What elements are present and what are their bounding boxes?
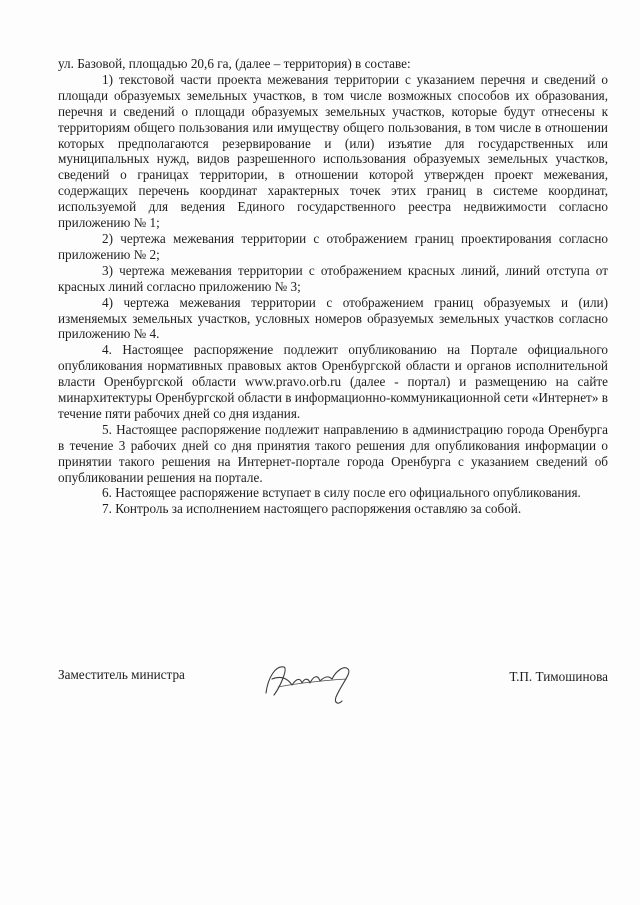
paragraph-clause-6: 6. Настоящее распоряжение вступает в силу после его официального опубликования. [102, 485, 581, 501]
paragraph-clause-7: 7. Контроль за исполнением настоящего распоряжения оставляю за собой. [102, 501, 522, 517]
paragraph-item-3: 3) чертежа межевания территории с отображением красных линий, линий отступа от красных линий согласно приложению № 3; [58, 262, 608, 294]
paragraph-clause-5: 5. Настоящее распоряжение подлежит направлению в администрацию города Оренбурга в течение 3 рабочих дней со дня принятия такого решения для опубликования информации о принятии такого решения на Интернет-портале города Оренбурга с указанием сведений об опубликовании решения на портале. [58, 421, 608, 485]
handwritten-signature [258, 657, 368, 707]
paragraph-intro: ул. Базовой, площадью 20,6 га, (далее – территория) в составе: [58, 56, 411, 71]
paragraph-item-2: 2) чертежа межевания территории с отображением границ проектирования согласно приложению № 2; [58, 230, 608, 262]
paragraph-item-4: 4) чертежа межевания территории с отображением границ образуемых и (или) изменяемых земельных участков, условных номеров образуемых земельных участков согласно приложению № 4. [58, 294, 608, 342]
document-body [58, 56, 608, 517]
signatory-title: Заместитель министра [58, 667, 185, 682]
signature-block [58, 663, 608, 723]
signatory-name: Т.П. Тимошинова [509, 669, 608, 684]
paragraph-item-1: 1) текстовой части проекта межевания территории с указанием перечня и сведений о площади образуемых земельных участков, в том числе возможных способов их образования, перечня и сведений о площади образуемых земельных участков, которые будут отнесены к территориям общего пользования или имуществу общего пользования, в том числе в отношении которых предполагаются резервирование и (или) изъятие для государственных или муниципальных нужд, видов разрешенного использования образуемых земельных участков, сведений о границах территории, в отношении которой утвержден проект межевания, содержащих перечень координат характерных точек этих границ в системе координат, используемой для ведения Единого государственного реестра недвижимости согласно приложению № 1; [58, 71, 608, 231]
paragraph-clause-4: 4. Настоящее распоряжение подлежит опубликованию на Портале официального опубликования нормативных правовых актов Оренбургской области и органов исполнительной власти Оренбургской области www.pravo.orb.ru (далее - портал) и размещению на сайте минархитектуры Оренбургской области в информационно-коммуникационной сети «Интернет» в течение пяти рабочих дней со дня издания. [58, 342, 608, 421]
